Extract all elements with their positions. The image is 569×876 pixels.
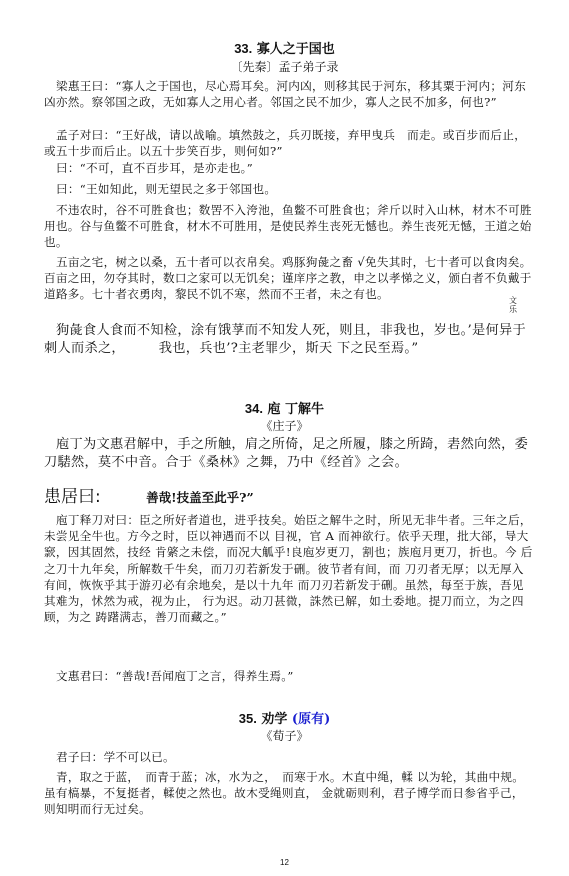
paragraph: 庖丁为文惠君解中，手之所触，肩之所倚，足之所履，膝之所踦，砉然向然，委刀騞然，莫不中音。合于《桑林》之舞，乃中《经首》之会。 bbox=[44, 437, 529, 470]
section-number: 34. bbox=[244, 401, 263, 416]
section-33-source: 〔先秦〕孟子弟子录 bbox=[230, 60, 339, 74]
paragraph: 狗彘食人食而不知检，涂有饿莩而不知发人死，则且，非我也，岁也。’是何异于刺人而杀之， 我也，兵也’?主老罪少，斯天 下之民至焉。” bbox=[44, 323, 526, 356]
paragraph: 君子曰：学不可以已。 bbox=[56, 750, 175, 764]
paragraph: 不违农时，谷不可胜食也；数罟不入洿池，鱼鳖不可胜食也；斧斤以时入山林，材木不可胜用也。谷与鱼鳖不可胜食，材木不可胜用，是使民养生丧死无憾也。养生丧死无憾，王道之始也。 bbox=[44, 203, 532, 250]
section-34-title bbox=[0, 401, 569, 418]
exclamation-line bbox=[44, 486, 254, 509]
section-title: 劝学 bbox=[261, 712, 288, 727]
paragraph: 五亩之宅，树之以桑，五十者可以衣帛矣。鸡豚狗彘之畜 √免失其时，七十者可以食肉矣。百亩之田，勿夺其时，数口之家可以无饥矣；谨庠序之教，申之以孝悌之义，颁白者不负戴于道路多。七十者衣勇肉，黎民不饥不寒，然而不王者，未之有也。 bbox=[44, 255, 532, 302]
exclaim-label: 患居曰: bbox=[44, 487, 101, 507]
section-number: 33. bbox=[234, 41, 253, 56]
paragraph: 文惠君曰：“善哉!吾闻庖丁之言，得养生焉。” bbox=[56, 669, 294, 683]
paragraph: 庖丁释刀对曰：臣之所好者道也，进乎技矣。始臣之解牛之时，所见无非牛者。三年之后，未尝见全牛也。方今之时，臣以神遇而不以 目视，官 A 而神欲行。依乎天理，批大郤，导大窾，因其固然，技经 肯綮之未偿，而况大觚乎!良庖岁更刀，割也；族庖月更刀，折也。今 后之刀十九年矣，所解数千牛矣，而刀刃若新发于硎。彼节者有间，而 刀刃者无厚；以无厚入有间，恢恢乎其于游刃必有余地矣，是以十九年 而刀刃若新发于硎。虽然，每至于族，吾见其难为，怵然为戒，视为止， 行为迟。动刀甚微，誅然已解，如土委地。提刀而立，为之四顾，为之 踌躇满志，善刀而藏之。” bbox=[44, 513, 533, 625]
paragraph: 孟子对曰：“王好战，请以战喻。填然鼓之，兵刃既接，弃甲曳兵 而走。或百步而后止，或五十步而后止。以五十步笑百步，则何如?” bbox=[44, 128, 527, 159]
paragraph: 曰：“不可，直不百步耳，是亦走也。” bbox=[56, 161, 253, 175]
margin-annotation: 文 乐 bbox=[509, 296, 517, 314]
section-34-source: 《庄子》 bbox=[260, 419, 309, 433]
section-35-title bbox=[0, 711, 569, 728]
exclaim-quote: 善哉!技盖至此乎?” bbox=[146, 490, 254, 505]
section-35-source: 《荀子》 bbox=[260, 729, 309, 743]
paragraph: 梁惠王曰：“寡人之于国也，尽心焉耳矣。河内凶，则移其民于河东，移其粟于河内；河东凶亦然。察邻国之政，无如寡人之用心者。邻国之民不加少，寡人之民不加多，何也?” bbox=[44, 79, 527, 110]
page-number: 12 bbox=[280, 858, 289, 867]
section-title: 寡人之于国也 bbox=[256, 42, 335, 57]
section-33-title bbox=[0, 41, 569, 58]
section-title: 庖 丁解牛 bbox=[267, 402, 325, 417]
section-note: (原有) bbox=[291, 712, 331, 727]
section-number: 35. bbox=[238, 711, 257, 726]
paragraph: 青，取之于蓝， 而青于蓝；冰，水为之， 而寒于水。木直中绳，輮 以为轮，其曲中规。虽有槁暴，不复挺者，輮使之然也。故木受绳则直， 金就砺则利，君子博学而日参省乎己，则知明而行无过矣。 bbox=[44, 770, 525, 817]
paragraph: 曰：“王如知此，则无望民之多于邻国也。 bbox=[56, 182, 277, 196]
